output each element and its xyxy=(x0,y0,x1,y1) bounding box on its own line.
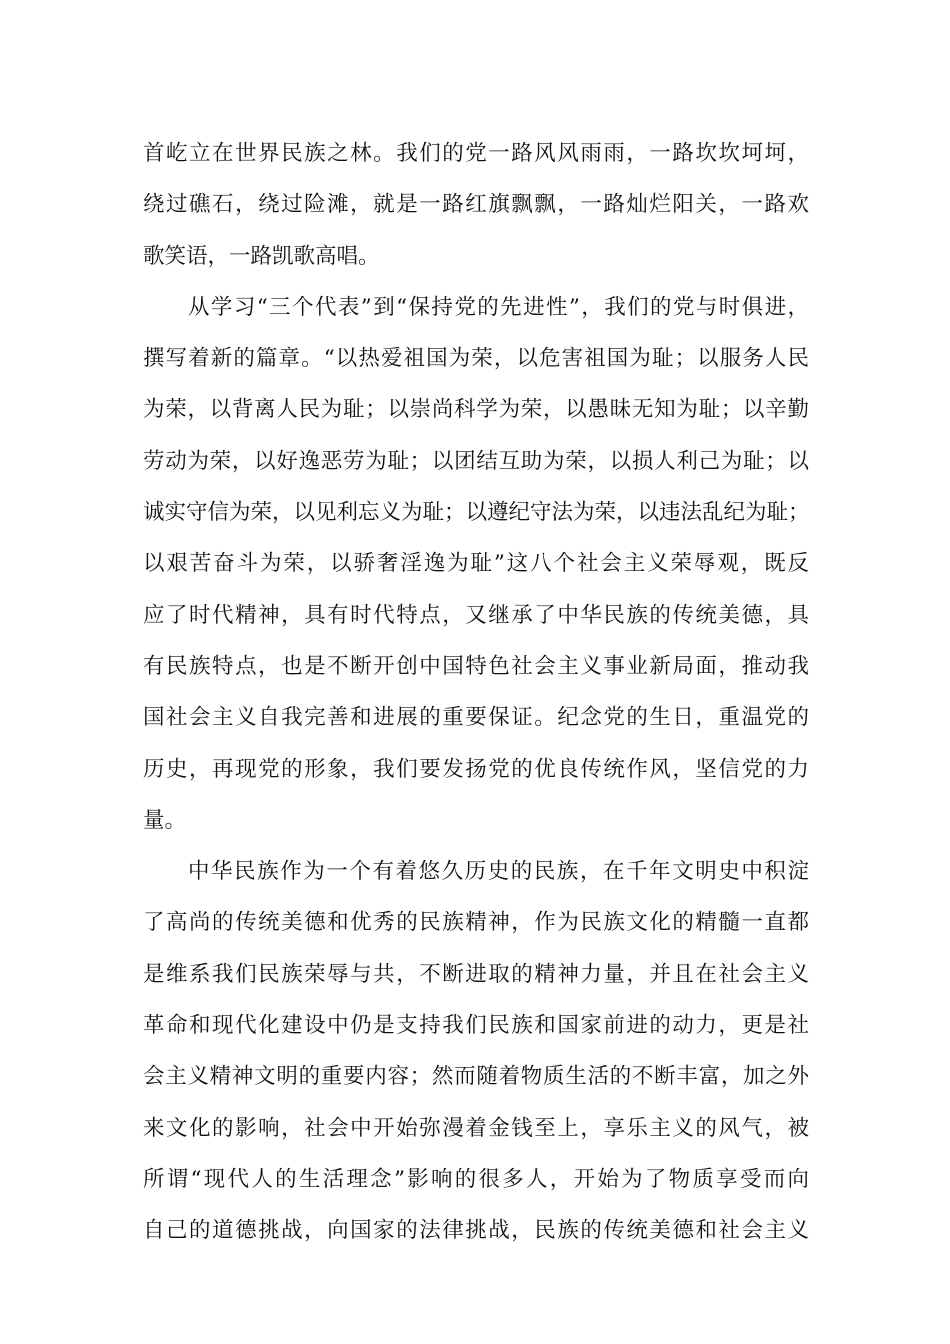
text-line: 有民族特点，也是不断开创中国特色社会主义事业新局面，推动我 xyxy=(143,653,809,679)
text-line: 自己的道德挑战，向国家的法律挑战，民族的传统美德和社会主义 xyxy=(143,1218,809,1244)
text-line: 会主义精神文明的重要内容；然而随着物质生活的不断丰富，加之外 xyxy=(143,1064,809,1090)
text-line: 为荣，以背离人民为耻；以崇尚科学为荣，以愚昧无知为耻；以辛勤 xyxy=(143,397,809,423)
text-line: 以艰苦奋斗为荣，以骄奢淫逸为耻”这八个社会主义荣辱观，既反 xyxy=(143,551,809,577)
text-line: 从学习“三个代表”到“保持党的先进性”，我们的党与时俱进， xyxy=(188,294,809,320)
text-line: 是维系我们民族荣辱与共，不断进取的精神力量，并且在社会主义 xyxy=(143,961,809,987)
text-line: 撰写着新的篇章。“以热爱祖国为荣，以危害祖国为耻；以服务人民 xyxy=(143,346,809,372)
text-line: 中华民族作为一个有着悠久历史的民族，在千年文明史中积淀 xyxy=(188,859,809,885)
paragraph-1 xyxy=(143,128,809,282)
text-line: 首屹立在世界民族之林。我们的党一路风风雨雨，一路坎坎坷坷， xyxy=(143,141,809,166)
text-line: 应了时代精神，具有时代特点，又继承了中华民族的传统美德，具 xyxy=(143,602,809,628)
text-line: 歌笑语，一路凯歌高唱。 xyxy=(143,243,380,269)
text-line: 绕过礁石，绕过险滩，就是一路红旗飘飘，一路灿烂阳关，一路欢 xyxy=(143,192,809,218)
document-body xyxy=(143,128,809,1257)
text-line: 诚实守信为荣，以见利忘义为耻；以遵纪守法为荣，以违法乱纪为耻； xyxy=(143,500,810,526)
paragraph-2 xyxy=(143,282,809,846)
text-line: 所谓“现代人的生活理念”影响的很多人，开始为了物质享受而向 xyxy=(143,1166,809,1192)
text-line: 来文化的影响，社会中开始弥漫着金钱至上，享乐主义的风气，被 xyxy=(143,1115,809,1141)
text-line: 革命和现代化建设中仍是支持我们民族和国家前进的动力，更是社 xyxy=(143,1013,809,1039)
text-line: 劳动为荣，以好逸恶劳为耻；以团结互助为荣，以损人利己为耻；以 xyxy=(143,448,809,474)
text-line: 了高尚的传统美德和优秀的民族精神，作为民族文化的精髓一直都 xyxy=(143,910,809,936)
text-line: 历史，再现党的形象，我们要发扬党的优良传统作风，坚信党的力 xyxy=(143,756,809,782)
text-line: 量。 xyxy=(143,807,187,833)
paragraph-3 xyxy=(143,846,809,1256)
text-line: 国社会主义自我完善和进展的重要保证。纪念党的生日，重温党的 xyxy=(143,705,809,731)
